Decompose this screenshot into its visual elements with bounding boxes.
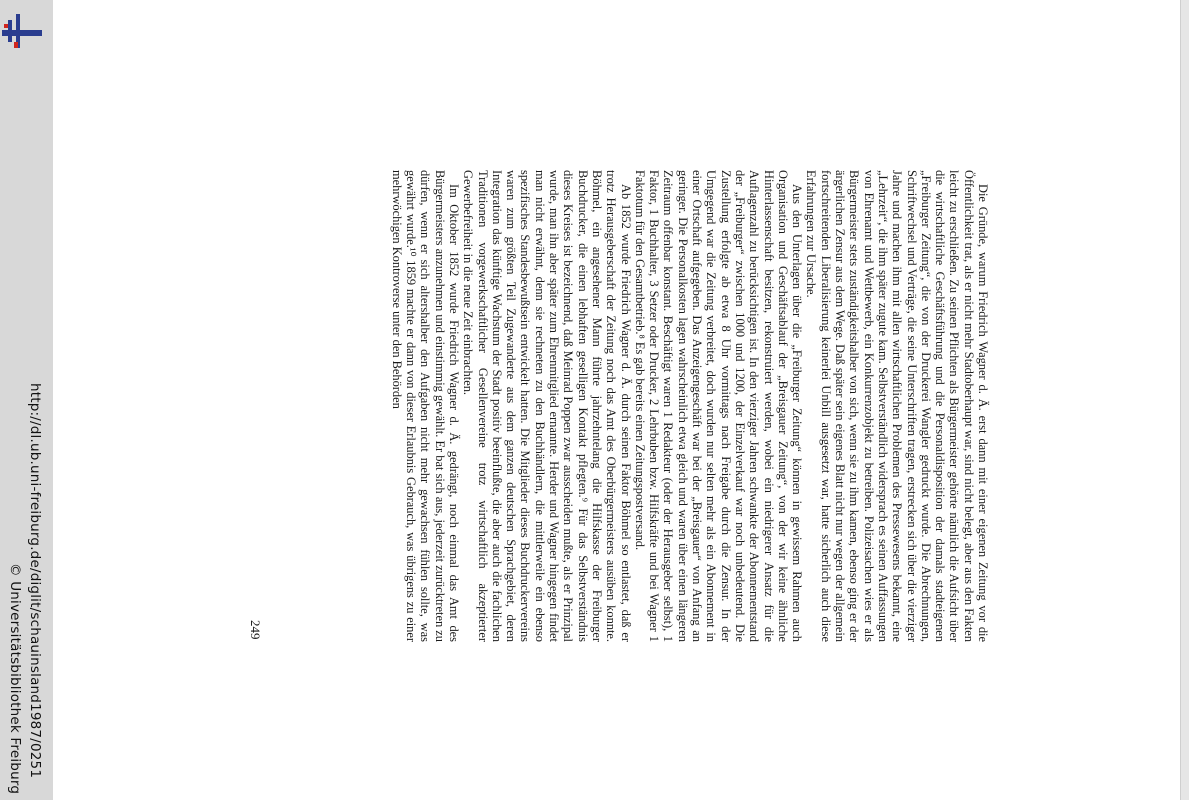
paragraph-4: Im Oktober 1852 wurde Friedrich Wagner d. Ä. gedrängt, noch einmal das Amt des Bürgermeisters anzunehmen und einstimmig gewählt. Er bat sich aus, jederzeit zurücktreten zu dürfen, wenn er sich altershalber den Aufgaben nicht mehr gewachsen fühlen sollte, was gewährt wurde.¹⁰ 1859 machte er dann von dieser Erlaubnis Gebrauch, was übrigens zu einer mehrwöchigen Kontroverse unter den Behörden — [389, 170, 462, 642]
vertical-scrollbar[interactable] — [1180, 0, 1189, 800]
paragraph-1: Die Gründe, warum Friedrich Wagner d. Ä. erst dann mit einer eigenen Zeitung vor die Öffentlichkeit trat, als er nicht mehr Stadtoberhaupt war, sind nicht belegt, aber aus den Fakten leicht zu erschließen. Zu seinen Pflichten als Bürgermeister gehörte nämlich die Aufsicht über die wirtschaftliche Geschäftsführung und die Personaldisposition der damals stadteigenen „Freiburger Zeitung“, die von der Druckerei Wangler gedruckt wurde. Die Abrechnungen, Schriftwechsel und Verträge, die seine Unterschriften tragen, erstrecken sich über die vierziger Jahre und machen ihm mit allen wirtschaftlichen Problemen des Pressewesens bekannt, eine „Lehrzeit“, die ihm später zugute kam. Selbstverständlich widersprach es seinen Auffassungen von Ehrenamt und Wettbewerb, ein Konkurrenzobjekt zu betreiben. Polizeisachen wies er als Bürgermeister stets zuständigkeitshalber von sich, wenn sie zu ihm kamen, ebenso ging er der ärgerlichen Zensur aus dem Wege. Daß später sein eigenes Blatt nicht nur wegen der allgemein fortschreitenden Liberalisierung keinerlei Unbill ausgesetzt war, hatte sicherlich auch diese Erfahrungen zur Ursache. — [804, 170, 990, 642]
source-url-text[interactable]: http://dl.ub.uni-freiburg.de/diglit/schauinsland1987/0251 — [27, 383, 43, 779]
document-body — [390, 170, 990, 642]
viewer-sidebar — [0, 0, 53, 800]
copyright-text: © Universitätsbibliothek Freiburg — [7, 563, 23, 795]
university-library-logo — [0, 6, 44, 50]
paragraph-2: Aus den Unterlagen über die „Freiburger Zeitung“ können in gewissem Rahmen auch Organisation und Geschäftsablauf der „Breisgauer Zeitung“, von der wir keine ähnliche Hinterlassenschaft besitzen, rekonstruiert werden, wobei ein niedrigerer Ansatz für die Auflagenzahl zu berücksichtigen ist. In den vierziger Jahren schwankte der Abonnementstand der „Freiburger“ zwischen 1000 und 1200, der Einzelverkauf war noch unbedeutend. Die Zustellung erfolgte ab etwa 8 Uhr vormittags nach Freigabe durch die Zensur. In der Umgegend war die Zeitung verbreitet, doch wurden nur selten mehr als ein Abonnement in einer Ortschaft aufgegeben. Das Anzeigengeschäft war bei der „Breisgauer“ von Anfang an geringer. Die Personalkosten lagen wahrscheinlich etwa gleich und waren über einen längeren Zeitraum offenbar konstant. Beschäftigt waren 1 Redakteur (oder der Herausgeber selbst), 1 Faktor, 1 Buchhalter, 3 Setzer oder Drucker, 2 Lehrbuben bzw. Hilfskräfte und bei Wagner 1 Faktotum für den Gesamtbetrieb.⁸ Es gab bereits einen Zeitungspostversand. — [632, 170, 805, 642]
paragraph-3: Ab 1852 wurde Friedrich Wagner d. Ä. durch seinen Faktor Böhmel so entlastet, daß er trotz Herausgeberschaft der Zeitung noch das Amt des Oberbürgermeisters ausüben konnte. Böhmel, ein angesehener Mann führte jahrzehntelang die Hilfskasse der Freiburger Buchdrucker, die einen lebhaften geselligen Kontakt pflegten.⁹ Für das Selbstverständnis dieses Kreises ist bezeichnend, daß Meinrad Poppen zwar ausscheiden mußte, als er Prinzipal wurde, man ihn aber später zum Ehrenmitglied ernannte. Herder und Wagner hingegen findet man nicht erwähnt, denn sie rechneten zu den Buchhändlern, die mittlerweile ein ebenso spezifisches Standesbewußtsein entwickelt hatten. Die Mitglieder dieses Buchdruckervereins waren zum größten Teil Zugewanderte aus dem ganzen deutschen Sprachgebiet, deren Integration das künftige Wachstum der Stadt positiv beeinflußte, die aber auch die fachlichen Traditionen vorgewerkschaftlicher Gesellenvereine trotz wirtschaftlich akzeptierter Gewerbefreiheit in die neue Zeit einbrachten. — [461, 170, 633, 642]
page-number: 249 — [248, 620, 263, 640]
